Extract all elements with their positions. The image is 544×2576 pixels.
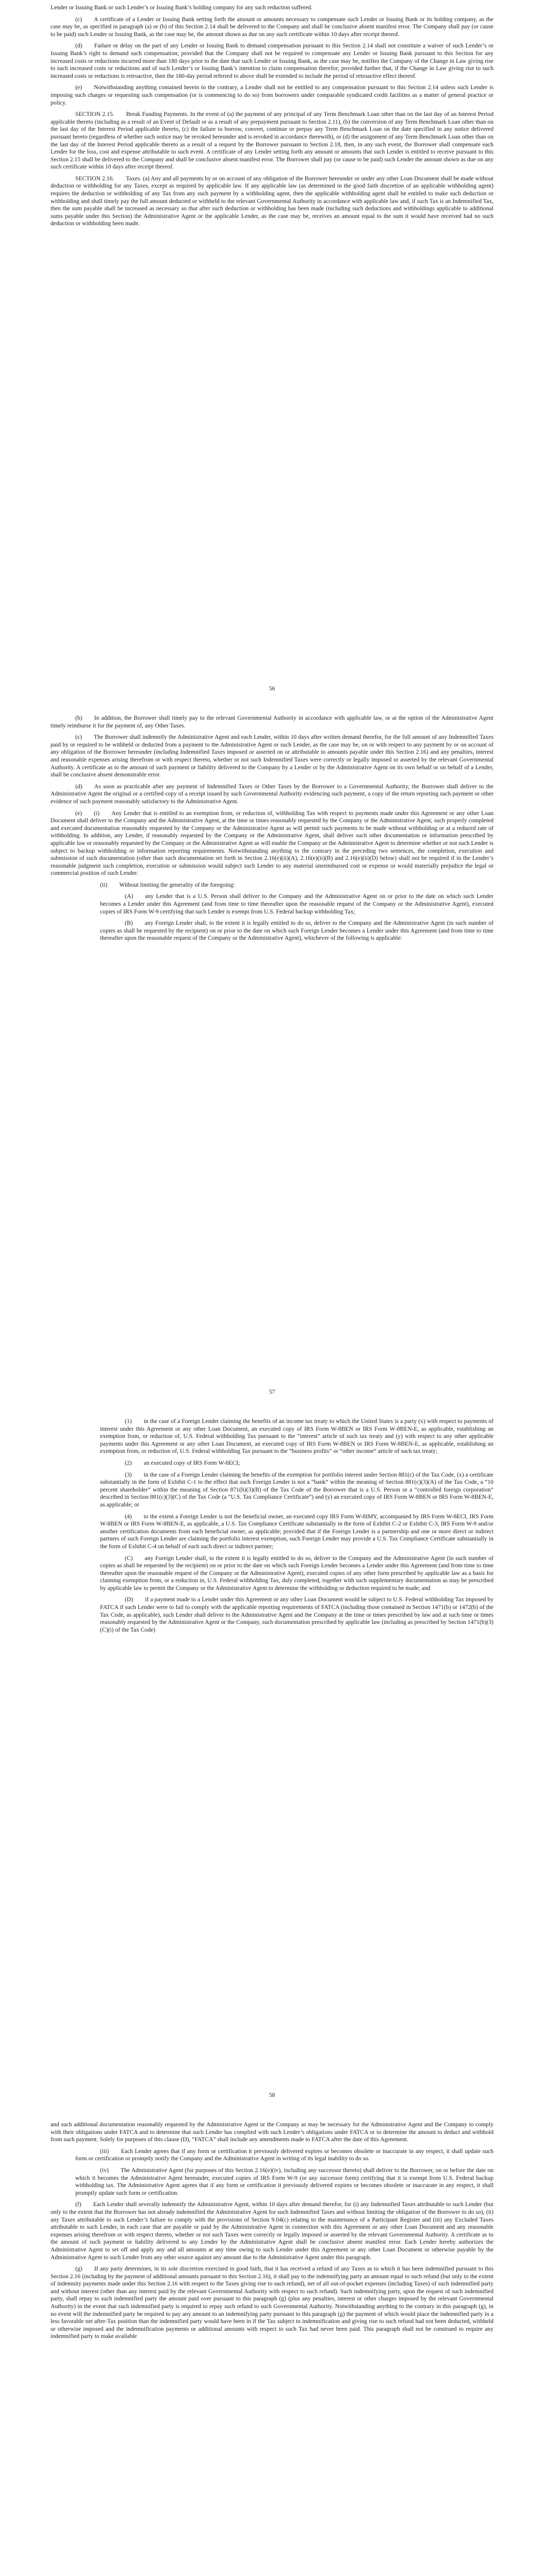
page-number: 57	[269, 1388, 275, 1395]
paragraph: (3) in the case of a Foreign Lender claiming the benefits of the exemption for portfolio interest under Section 881(c) of the Tax Code, (x) a certificate substantially in the form of Exhibit C-1 to the effect that such Foreign Lender is not a “bank” within the meaning of Section 881(c)(3)(A) of the Tax Code, a “10 percent shareholder” within the meaning of Section 871(h)(3)(B) of the Tax Code of the Borrower that is a U.S. Person or a “controlled foreign corporation” described in Section 881(c)(3)(C) of the Tax Code (a “U.S. Tax Compliance Certificate”) and (y) an executed copy of IRS Form W-8BEN or IRS Form W-8BEN-E, as applicable; or	[100, 1471, 493, 1508]
paragraph: (e) Notwithstanding anything contained herein to the contrary, a Lender shall not be entitled to any compensation pursuant to this Section 2.14 unless such Lender is imposing such charges or requesting such compensation (or is commencing to do so) from borrowers under comparable syndicated credit facilities as a matter of general practice or policy.	[51, 84, 493, 106]
document-page-56	[0, 0, 544, 703]
paragraph: (2) an executed copy of IRS Form W-8ECI;	[125, 1459, 240, 1466]
document-page-59	[0, 2110, 544, 2576]
paragraph: (B) any Foreign Lender shall, to the extent it is legally entitled to do so, deliver to the Company and the Administrative Agent (in such number of copies as shall be requested by the recipient) on or prior to the date on which such Foreign Lender becomes a Lender under this Agreement (and from time to time thereafter upon the reasonable request of the Company or the Administrative Agent), whichever of the following is applicable:	[100, 920, 493, 942]
section-2-16-taxes: SECTION 2.16. Taxes. (a) Any and all payments by or on account of any obligation of the Borrower hereunder or under any other Loan Document shall be made without deduction or withholding for any Taxes, except as required by applicable law. If any applicable law (as determined in the good faith discretion of an applicable withholding agent) requires the deduction or withholding of any Tax from any such payment by a withholding agent, then the applicable withholding agent shall be entitled to make such deduction or withholding and shall timely pay the full amount deducted or withheld to the relevant Governmental Authority in accordance with applicable law and, if such Tax is an Indemnified Tax, then the sum payable shall be increased as necessary so that after such deduction or withholding has been made (including such deductions and withholdings applicable to additional sums payable under this Section) the Administrative Agent or the applicable Lender, as the case may be, receives an amount equal to the sum it would have received had no such deduction or withholding been made.	[51, 175, 493, 227]
document-page-58	[0, 1406, 544, 2110]
paragraph: (D) if a payment made to a Lender under this Agreement or any other Loan Document would be subject to U.S. Federal withholding Tax imposed by FATCA if such Lender were to fail to comply with the applicable reporting requirements of FATCA (including those contained in Section 1471(b) or 1472(b) of the Tax Code, as applicable), such Lender shall deliver to the Administrative Agent and the Company at the time or times prescribed by law and at such time or times reasonably requested by the Administrative Agent or the Company, such documentation prescribed by applicable law (including as prescribed by Section 1471(b)(3)(C)(i) of the Tax Code)	[100, 1596, 493, 1633]
paragraph: (f) Each Lender shall severally indemnify the Administrative Agent, within 10 days after demand therefor, for (i) any Indemnified Taxes attributable to such Lender (but only to the extent that the Borrower has not already indemnified the Administrative Agent for such Indemnified Taxes and without limiting the obligation of the Borrower to do so), (ii) any Taxes attributable to such Lender’s failure to comply with the provisions of Section 9.04(c) relating to the maintenance of a Participant Register and (iii) any Excluded Taxes attributable to such Lender, in each case that are payable or paid by the Administrative Agent in connection with this Agreement or any other Loan Document and any reasonable expenses arising therefrom or with respect thereto, whether or not such Taxes were correctly or legally imposed or asserted by the relevant Governmental Authority. A certificate as to the amount of such payment or liability delivered to any Lender by the Administrative Agent shall be conclusive absent manifest error. Each Lender hereby authorizes the Administrative Agent to set off and apply any and all amounts at any time owing to such Lender under this Agreement or any other Loan Document or otherwise payable by the Administrative Agent to such Lender from any other source against any amount due to the Administrative Agent under this paragraph.	[51, 2201, 493, 2261]
paragraph: (iii) Each Lender agrees that if any form or certification it previously delivered expires or becomes obsolete or inaccurate in any respect, it shall update such form or certification or promptly notify the Company and the Administrative Agent in writing of its legal inability to do so.	[75, 2147, 493, 2162]
paragraph: (d) Failure or delay on the part of any Lender or Issuing Bank to demand compensation pursuant to this Section 2.14 shall not constitute a waiver of such Lender’s or Issuing Bank’s right to demand such compensation; provided that the Company shall not be required to compensate any Lender or Issuing Bank pursuant to this Section for any increased costs or reductions incurred more than 180 days prior to the date that such Lender or Issuing Bank, as the case may be, notifies the Company of the Change in Law giving rise to such increased costs or reductions and of such Lender’s or Issuing Bank’s intention to claim compensation therefor; provided further that, if the Change in Law giving rise to such increased costs or reductions is retroactive, then the 180-day period referred to above shall be extended to include the period of retroactive effect thereof.	[51, 42, 493, 79]
paragraph: (b) In addition, the Borrower shall timely pay to the relevant Governmental Authority in accordance with applicable law, or at the option of the Administrative Agent timely reimburse it for the payment of, any Other Taxes.	[51, 715, 493, 729]
page-number: 56	[269, 685, 275, 692]
paragraph: (4) to the extent a Foreign Lender is not the beneficial owner, an executed copy IRS Form W-8IMY, accompanied by IRS Form W-8ECI, IRS Form W-8BEN or IRS Form W-8BEN-E, as applicable, a U.S. Tax Compliance Certificate substantially in the form of Exhibit C-2 or Exhibit C-3, IRS Form W-9 and/or another certification documents from each beneficial owner, as applicable; provided that if the Foreign Lender is a partnership and one or more direct or indirect partners of such Foreign Lender are claiming the portfolio interest exemption, such Foreign Lender may provide a U.S. Tax Compliance Certificate substantially in the form of Exhibit C-4 on behalf of each such direct or indirect partner;	[100, 1513, 493, 1550]
paragraph: (ii) Without limiting the generality of the foregoing:	[100, 881, 235, 888]
document-page-57	[0, 703, 544, 1406]
paragraph: and such additional documentation reasonably requested by the Administrative Agent or the Company as may be necessary for the Administrative Agent and the Company to comply with their obligations under FATCA and to determine that such Lender has complied with such Lender’s obligations under FATCA or to determine the amount to deduct and withhold from such payment. Solely for purposes of this clause (D), “FATCA” shall include any amendments made to FATCA after the date of this Agreement.	[51, 2121, 493, 2143]
page-number: 58	[269, 2092, 275, 2098]
paragraph: (d) As soon as practicable after any payment of Indemnified Taxes or Other Taxes by the Borrower to a Governmental Authority, the Borrower shall deliver to the Administrative Agent the original or a certified copy of a receipt issued by such Governmental Authority evidencing such payment, a copy of the return reporting such payment or other evidence of such payment reasonably satisfactory to the Administrative Agent.	[51, 783, 493, 805]
paragraph: (c) A certificate of a Lender or Issuing Bank setting forth the amount or amounts necessary to compensate such Lender or Issuing Bank or its holding company, as the case may be, as specified in paragraph (a) or (b) of this Section 2.14 shall be delivered to the Company and shall be conclusive absent manifest error. The Company shall pay (or cause to be paid) such Lender or Issuing Bank, as the case may be, the amount shown as due on any such certificate within 10 days after receipt thereof.	[51, 15, 493, 38]
paragraph: (1) in the case of a Foreign Lender claiming the benefits of an income tax treaty to which the United States is a party (x) with respect to payments of interest under this Agreement or any other Loan Document, an executed copy of IRS Form W-8BEN or IRS Form W-8BEN-E, as applicable, establishing an exemption from, or reduction of, U.S. Federal withholding Tax pursuant to the “interest” article of such tax treaty and (y) with respect to any other applicable payments under this Agreement or any other Loan Document, an executed copy of IRS Form W-8BEN or IRS Form W-8BEN-E, as applicable, establishing an exemption from, or reduction of, U.S. Federal withholding Tax pursuant to the “business profits” or “other income” article of such tax treaty;	[100, 1418, 493, 1455]
paragraph: (g) If any party determines, in its sole discretion exercised in good faith, that it has received a refund of any Taxes as to which it has been indemnified pursuant to this Section 2.16 (including by the payment of additional amounts pursuant to this Section 2.16), it shall pay to the indemnifying party an amount equal to such refund (but only to the extent of indemnity payments made under this Section 2.16 with respect to the Taxes giving rise to such refund), net of all out-of-pocket expenses (including Taxes) of such indemnified party and without interest (other than any interest paid by the relevant Governmental Authority with respect to such refund). Such indemnifying party, upon the request of such indemnified party, shall repay to such indemnified party the amount paid over pursuant to this paragraph (g) (plus any penalties, interest or other charges imposed by the relevant Governmental Authority) in the event that such indemnified party is required to repay such refund to such Governmental Authority. Notwithstanding anything to the contrary in this paragraph (g), in no event will the indemnified party be required to pay any amount to an indemnifying party pursuant to this paragraph (g) the payment of which would place the indemnified party in a less favorable net after-Tax position than the indemnified party would have been in if the Tax subject to indemnification and giving rise to such refund had not been deducted, withheld or otherwise imposed and the indemnification payments or additional amounts with respect to such Tax had never been paid. This paragraph shall not be construed to require any indemnified party to make available	[51, 2265, 493, 2340]
paragraph: (e) (i) Any Lender that is entitled to an exemption from, or reduction of, withholding Tax with respect to payments made under this Agreement or any other Loan Document shall deliver to the Company and the Administrative Agent, at the time or times reasonably requested by the Company or the Administrative Agent, such properly completed and executed documentation reasonably requested by the Company or the Administrative Agent as will permit such payments to be made without withholding or at a reduced rate of withholding. In addition, any Lender, if reasonably requested by the Company or the Administrative Agent, shall deliver such other documentation or information prescribed by applicable law or reasonably requested by the Company or the Administrative Agent as will enable the Company or the Administrative Agent to determine whether or not such Lender is subject to backup withholding or information reporting requirements. Notwithstanding anything to the contrary in the preceding two sentences, the completion, execution and submission of such documentation (other than such documentation set forth in Section 2.16(e)(ii)(A), 2.16(e)(ii)(B) and 2.16(e)(ii)(D) below) shall not be required if in the Lender’s reasonable judgment such completion, execution or submission would subject such Lender to any material unreimbursed cost or expense or would materially prejudice the legal or commercial position of such Lender.	[51, 809, 493, 877]
paragraph: (iv) The Administrative Agent (for purposes of this Section 2.16(e)(iv), including any successor thereto) shall deliver to the Borrower, on or before the date on which it becomes the Administrative Agent hereunder, executed copies of IRS Form W-9 (or any successor form) certifying that it is exempt from U.S. Federal backup withholding tax. The Administrative Agent agrees that if any form or certification it previously delivered expires or becomes obsolete or inaccurate in any respect, it shall promptly update such form or certification.	[75, 2166, 493, 2196]
paragraph: (C) any Foreign Lender shall, to the extent it is legally entitled to do so, deliver to the Company and the Administrative Agent (in such number of copies as shall be requested by the recipient) on or prior to the date on which such Foreign Lender becomes a Lender under this Agreement (and from time to time thereafter upon the reasonable request of the Company or the Administrative Agent), executed copies of any other form prescribed by applicable law as a basis for claiming exemption from, or a reduction in, U.S. Federal withholding Tax, duly completed, together with such supplementary documentation as may be prescribed by applicable law to permit the Company or the Administrative Agent to determine the withholding or deduction required to be made; and	[100, 1554, 493, 1591]
section-2-15-break-funding: SECTION 2.15. Break Funding Payments. In the event of (a) the payment of any principal of any Term Benchmark Loan other than on the last day of an Interest Period applicable thereto (including as a result of an Event of Default or as a result of any prepayment pursuant to Section 2.11), (b) the conversion of any Term Benchmark Loan other than on the last day of the Interest Period applicable thereto, (c) the failure to borrow, convert, continue or prepay any Term Benchmark Loan on the date specified in any notice delivered pursuant hereto (regardless of whether such notice may be revoked hereunder and is revoked in accordance therewith), or (d) the assignment of any Term Benchmark Loan other than on the last day of the Interest Period applicable thereto as a result of a request by the Borrower pursuant to Section 2.18, then, in any such event, the Borrower shall compensate each Lender for the loss, cost and expense attributable to such event. A certificate of any Lender setting forth any amount or amounts that such Lender is entitled to receive pursuant to this Section 2.15 shall be delivered to the Company and shall be conclusive absent manifest error. The Borrower shall pay (or cause to be paid) such Lender the amount shown as due on any such certificate within 10 days after receipt thereof.	[51, 111, 493, 171]
paragraph: (c) The Borrower shall indemnify the Administrative Agent and each Lender, within 10 days after written demand therefor, for the full amount of any Indemnified Taxes paid by or required to be withheld or deducted from a payment to the Administrative Agent or such Lender, as the case may be, on or with respect to any payment by or on account of any obligation of the Borrower hereunder (including Indemnified Taxes imposed or asserted on or attributable to amounts payable under this Section 2.16) and any penalties, interest and reasonable expenses arising therefrom or with respect thereto, whether or not such Indemnified Taxes were correctly or legally imposed or asserted by the relevant Governmental Authority. A certificate as to the amount of such payment or liability delivered to the Company by a Lender or by the Administrative Agent on its own behalf or on behalf of a Lender, shall be conclusive absent demonstrable error.	[51, 734, 493, 778]
paragraph: (A) any Lender that is a U.S. Person shall deliver to the Company and the Administrative Agent on or prior to the date on which such Lender becomes a Lender under this Agreement (and from time to time thereafter upon the reasonable request of the Company or the Administrative Agent), executed copies of IRS Form W-9 certifying that such Lender is exempt from U.S. Federal backup withholding Tax;	[100, 893, 493, 915]
paragraph: Lender or Issuing Bank or such Lender’s or Issuing Bank’s holding company for any such reduction suffered.	[51, 4, 312, 11]
